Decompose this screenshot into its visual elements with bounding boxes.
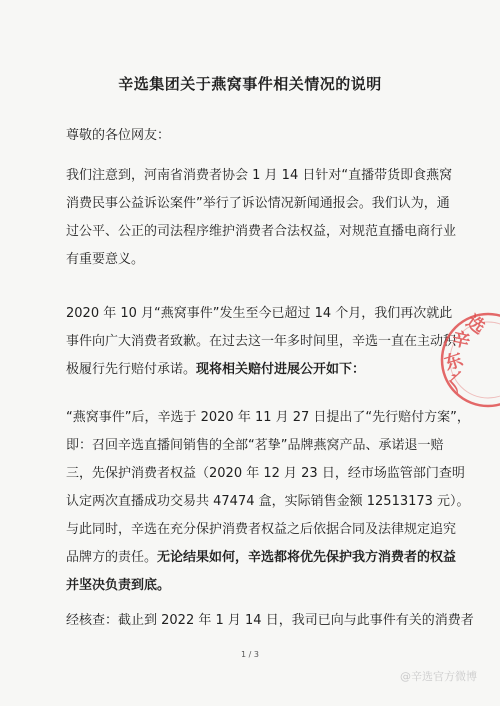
paragraph-3-line-6 xyxy=(66,544,457,572)
weibo-watermark: @辛选官方微博 xyxy=(400,670,477,683)
paragraph-2-line-3-prefix: 极履行先行赔付承诺。 xyxy=(66,362,197,377)
paragraph-1 xyxy=(66,162,457,274)
paragraph-3-line-5: 与此同时，辛选在充分保护消费者权益之后依据合同及法律规定追究 xyxy=(66,522,457,537)
paragraph-3-line-6-prefix: 品牌方的责任。 xyxy=(66,550,158,565)
paragraph-1-line-4: 有重要意义。 xyxy=(66,252,145,267)
paragraph-3-line-1: “燕窝事件”后，辛选于 2020 年 11 月 27 日提出了“先行赔付方案”， xyxy=(66,410,470,425)
page-number: 1 / 3 xyxy=(241,650,259,659)
red-seal-icon xyxy=(428,300,500,420)
document-title: 辛选集团关于燕窝事件相关情况的说明 xyxy=(118,75,382,93)
svg-text:选: 选 xyxy=(462,311,489,339)
paragraph-1-line-1: 我们注意到，河南省消费者协会 1 月 14 日针对“直播带货即食燕窝 xyxy=(66,168,453,183)
greeting-line: 尊敬的各位网友： xyxy=(66,128,171,143)
paragraph-1-line-3: 过公平、公正的司法程序维护消费者合法权益，对规范直播电商行业 xyxy=(66,224,457,239)
paragraph-2-line-1: 2020 年 10 月“燕窝事件”发生至今已超过 14 个月，我们再次就此 xyxy=(66,306,453,321)
paragraph-2-line-3 xyxy=(66,356,430,384)
paragraph-3-line-7: 并坚决负责到底。 xyxy=(66,578,171,593)
paragraph-4 xyxy=(66,607,474,635)
paragraph-1-line-2: 消费民事公益诉讼案件”举行了诉讼情况新闻通报会。我们认为，通 xyxy=(66,196,450,211)
paragraph-4-line-1: 经核查：截止到 2022 年 1 月 14 日，我司已向与此事件有关的消费者 xyxy=(66,613,474,628)
paragraph-3-line-4: 认定两次直播成功交易共 47474 盒，实际销售金额 12513173 元）。 xyxy=(66,494,470,509)
paragraph-3-line-2: 即：召回辛选直播间销售的全部“茗挚”品牌燕窝产品、承诺退一赔 xyxy=(66,438,444,453)
paragraph-3 xyxy=(66,404,470,600)
paragraph-3-line-3: 三，先保护消费者权益（2020 年 12 月 23 日，经市场监管部门查明 xyxy=(66,466,465,481)
svg-text:广: 广 xyxy=(445,368,473,396)
paragraph-2-bold-tail: 现将相关赔付进展公开如下： xyxy=(196,362,366,377)
svg-text:辛: 辛 xyxy=(449,328,472,353)
paragraph-2-line-2: 事件向广大消费者致歉。在过去这一年多时间里，辛选一直在主动积 xyxy=(66,334,457,349)
svg-text:东: 东 xyxy=(442,349,466,375)
paragraph-2 xyxy=(66,300,457,384)
paragraph-3-bold-tail-1: 无论结果如何，辛选都将优先保护我方消费者的权益 xyxy=(157,550,457,565)
